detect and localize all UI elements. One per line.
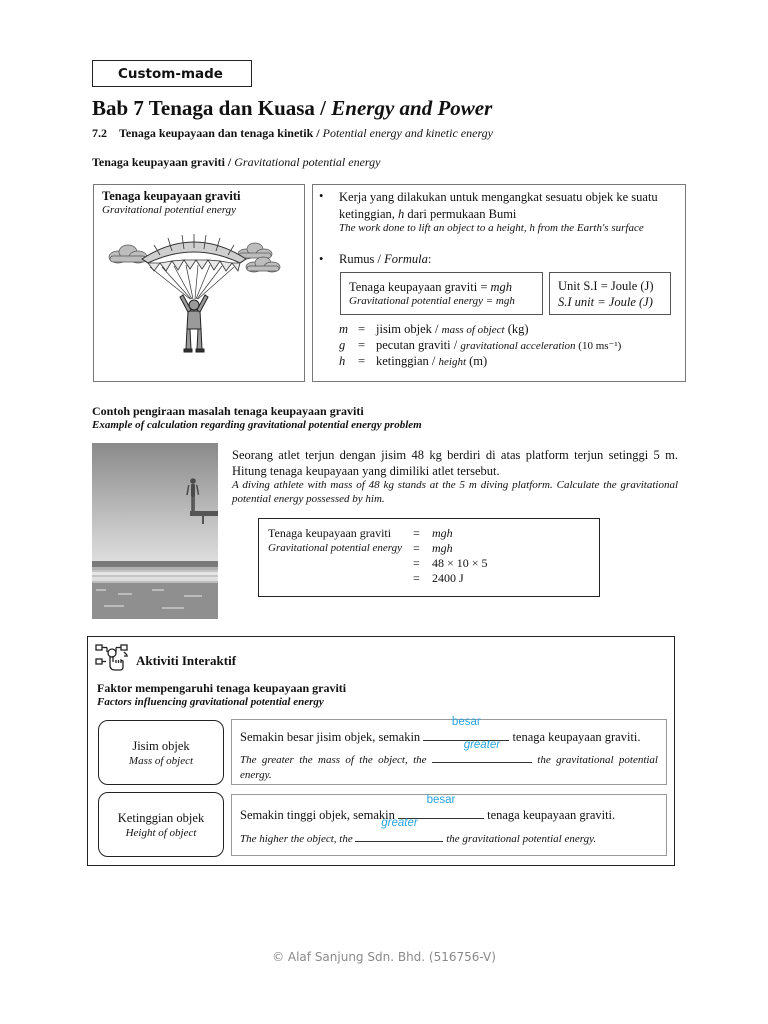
variable-equals: =	[358, 338, 366, 352]
factor-mass	[98, 720, 224, 785]
unit-box	[549, 272, 671, 315]
answer-fill: besar	[451, 716, 481, 728]
variable-en: gravitational acceleration	[460, 340, 576, 352]
formula-ms-text: Tenaga keupayaan graviti =	[349, 280, 491, 294]
example-question-ms: Seorang atlet terjun dengan jisim 48 kg berdiri di atas platform terjun setinggi 5 m. Hitung tenaga keupayaan yang dimiliki atlet tersebut.	[232, 448, 678, 478]
variable-symbol: g	[339, 338, 346, 352]
chapter-title-ms: Bab 7 Tenaga dan Kuasa /	[92, 96, 332, 120]
formula-ms	[349, 280, 512, 295]
formula-label	[339, 252, 431, 267]
chapter-title-en: Energy and Power	[331, 96, 493, 120]
section-number: 7.2	[92, 126, 107, 140]
subheading	[92, 155, 380, 170]
variable-desc	[376, 354, 487, 369]
unit-en-value: = Joule (J)	[594, 295, 653, 309]
definition-ms-line1: Kerja yang dilakukan untuk mengangkat sesuatu objek ke suatu	[339, 190, 658, 204]
calc-row	[268, 526, 598, 541]
calc-equals: =	[413, 571, 420, 585]
parachute-illustration	[104, 233, 294, 363]
variable-unit: (kg)	[504, 322, 529, 336]
statement-ms-before: Semakin besar jisim objek, semakin	[240, 730, 424, 744]
formula-label-ms: Rumus /	[339, 252, 385, 266]
calculation-lines	[268, 526, 598, 586]
variable-desc	[376, 322, 529, 337]
variable-equals: =	[358, 354, 366, 368]
calc-row	[268, 541, 598, 556]
definition-ms	[339, 189, 681, 223]
variable-row	[339, 322, 679, 338]
calc-label: Tenaga keupayaan graviti	[268, 526, 392, 540]
factor-height-ms: Ketinggian objek	[117, 811, 205, 825]
example-heading-ms: Contoh pengiraan masalah tenaga keupayaan graviti	[92, 404, 364, 418]
variable-unit: (m)	[466, 354, 488, 368]
definition-ms-line2b: dari permukaan Bumi	[404, 207, 517, 221]
activity-subtitle-ms: Faktor mempengaruhi tenaga keupayaan graviti	[97, 681, 347, 695]
concept-illustration-box	[93, 184, 305, 382]
factor-height	[98, 792, 224, 857]
example-question-en: A diving athlete with mass of 48 kg stands at the 5 m diving platform. Calculate the gravitational potential energy possessed by him.	[232, 479, 678, 505]
concept-title-ms: Tenaga keupayaan graviti	[102, 189, 241, 203]
answer-fill: greater	[463, 739, 501, 751]
calc-row	[268, 556, 598, 571]
formula-label-colon: :	[427, 252, 432, 266]
variable-equals: =	[358, 322, 366, 336]
definition-h-symbol: h	[398, 207, 405, 221]
chapter-title	[92, 96, 492, 121]
unit-en	[558, 295, 653, 310]
answer-fill: besar	[426, 794, 456, 806]
statement-ms-after: tenaga keupayaan graviti.	[509, 730, 641, 744]
definition-en: The work done to lift an object to a height, h from the Earth's surface	[339, 222, 644, 234]
statement-en-after: the gravitational potential energy.	[240, 754, 658, 781]
calculation-box	[258, 518, 600, 597]
calc-row	[268, 571, 598, 586]
interactive-hand-icon	[94, 643, 130, 673]
statement-ms-after: tenaga keupayaan graviti.	[483, 808, 616, 822]
section-title-en: Potential energy and kinetic energy	[322, 126, 494, 140]
formula-en: Gravitational potential energy = mgh	[349, 295, 515, 307]
statement-en-before: The greater the mass of the object, the	[240, 754, 432, 766]
footer-copyright: © Alaf Sanjung Sdn. Bhd. (516756-V)	[272, 950, 496, 964]
answer-box-mass	[231, 716, 667, 785]
factor-mass-en: Mass of object	[128, 755, 194, 767]
calc-value: mgh	[432, 541, 453, 555]
subheading-en: Gravitational potential energy	[234, 155, 381, 169]
calc-value: 48 × 10 × 5	[432, 556, 488, 570]
statement-en-after: the gravitational potential energy.	[443, 833, 597, 845]
variable-symbol: m	[339, 322, 349, 336]
statement-mass-en	[240, 739, 658, 783]
interactive-activity-box	[87, 636, 675, 866]
variable-desc	[376, 338, 621, 353]
variable-list	[339, 322, 679, 370]
variable-en: mass of object	[441, 324, 505, 336]
unit-en-label: S.I unit	[558, 295, 595, 309]
concept-title-en: Gravitational potential energy	[102, 204, 237, 216]
variable-ms: pecutan graviti /	[376, 338, 461, 352]
calc-equals: =	[413, 526, 420, 540]
calc-equals: =	[413, 556, 420, 570]
factor-mass-ms: Jisim objek	[132, 739, 190, 753]
example-heading-en: Example of calculation regarding gravitational potential energy problem	[92, 419, 422, 431]
calc-label: Gravitational potential energy	[268, 542, 403, 554]
answer-blank-en[interactable]	[432, 739, 532, 763]
definition-ms-line2a: ketinggian,	[339, 207, 399, 221]
activity-title: Aktiviti Interaktif	[136, 653, 237, 668]
calc-value: 2400 J	[432, 571, 464, 585]
diving-platform-photo	[92, 443, 218, 619]
answer-fill: greater	[381, 817, 418, 829]
formula-box	[340, 272, 543, 315]
bullet-definition: •	[319, 189, 324, 203]
section-title-ms: Tenaga keupayaan dan tenaga kinetik /	[119, 126, 323, 140]
variable-en: height	[438, 356, 466, 368]
variable-row	[339, 354, 679, 370]
variable-unit: (10 ms⁻¹)	[575, 340, 622, 352]
bullet-formula: •	[319, 252, 324, 266]
answer-box-height	[231, 794, 667, 856]
calc-value: mgh	[432, 526, 453, 540]
formula-label-en: Formula	[384, 252, 428, 266]
variable-ms: jisim objek /	[376, 322, 442, 336]
factor-height-en: Height of object	[125, 827, 197, 839]
variable-row	[339, 338, 679, 354]
statement-height-en	[240, 817, 597, 845]
statement-en-before: The higher the object, the	[240, 833, 356, 845]
variable-symbol: h	[339, 354, 346, 368]
variable-ms: ketinggian /	[376, 354, 439, 368]
custom-made-tag: Custom-made	[92, 60, 252, 87]
formula-ms-symbol: mgh	[490, 280, 513, 294]
unit-ms: Unit S.I = Joule (J)	[558, 279, 654, 293]
answer-blank-en[interactable]	[355, 817, 443, 842]
concept-definition-box	[312, 184, 686, 382]
subheading-ms: Tenaga keupayaan graviti /	[92, 155, 235, 169]
section-heading	[92, 126, 493, 141]
activity-subtitle-en: Factors influencing gravitational potential energy	[97, 696, 324, 708]
statement-ms-before: Semakin tinggi objek, semakin	[240, 808, 398, 822]
calc-equals: =	[413, 541, 420, 555]
